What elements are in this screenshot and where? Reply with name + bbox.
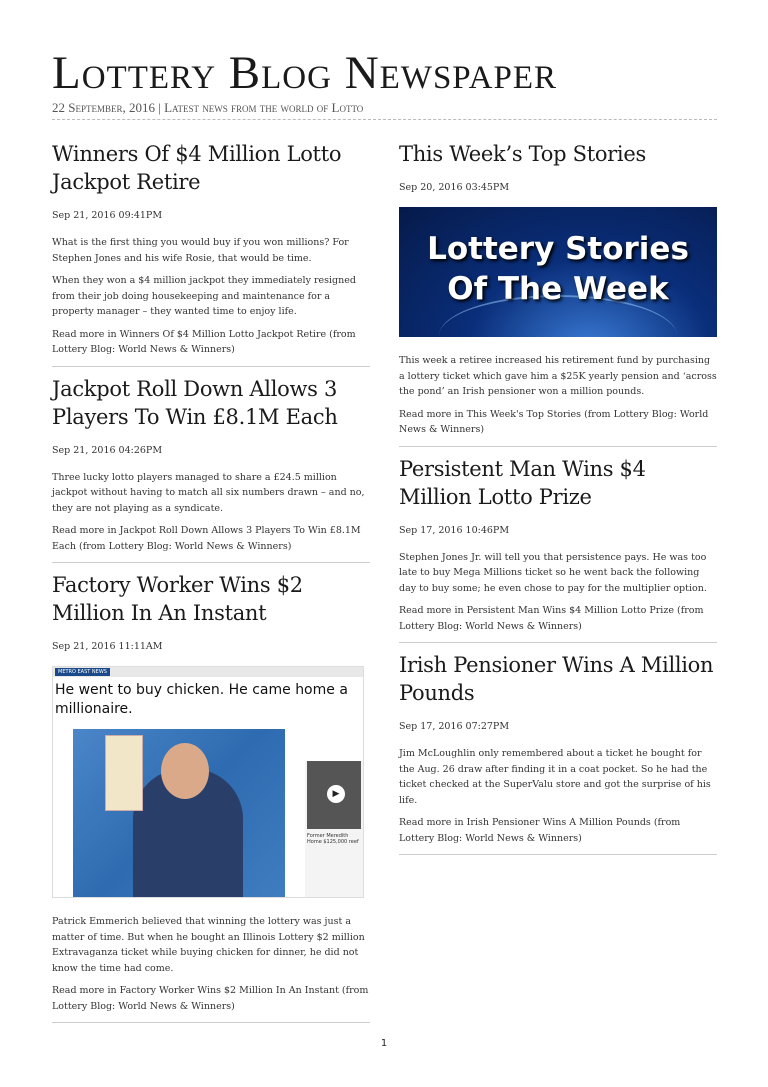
article-title[interactable]: Winners Of $4 Million Lotto Jackpot Retire (52, 142, 342, 194)
article-title[interactable]: Persistent Man Wins $4 Million Lotto Prize (399, 456, 646, 509)
article-date: Sep 20, 2016 03:45PM (399, 182, 510, 193)
article-paragraph: When they won a $4 million jackpot they immediately resigned from their job doing housekeeping and maintenance for a property manager – they wanted time to enjoy life. (52, 275, 356, 317)
read-more-link[interactable]: Read more in Irish Pensioner Wins A Million Pounds (from Lottery Blog: World News & Winners) (399, 817, 681, 844)
article-irish-pensioner (399, 651, 717, 855)
article-paragraph: Patrick Emmerich believed that winning the lottery was just a matter of time. But when he bought an Illinois Lottery $2 million Extravaganza ticket while buying chicken for dinner, he did not know the time had come. (52, 916, 365, 974)
video-sidebar (305, 761, 363, 897)
left-column (52, 140, 370, 1031)
video-caption: Former Meredith Home $125,000 reef (307, 833, 359, 845)
article-date: Sep 21, 2016 09:41PM (52, 210, 163, 221)
read-more-link[interactable]: Read more in Persistent Man Wins $4 Million Lotto Prize (from Lottery Blog: World News & Winners) (399, 605, 704, 632)
lottery-ticket (105, 735, 143, 811)
article-paragraph: This week a retiree increased his retirement fund by purchasing a lottery ticket which gave him a $25K yearly pension and ‘across the pond’ an Irish pensioner won a million pounds. (399, 355, 717, 397)
article-persistent-man (399, 455, 717, 644)
news-section-tag: METRO EAST NEWS (55, 668, 110, 676)
article-date: Sep 17, 2016 10:46PM (399, 524, 510, 536)
masthead-divider (52, 119, 717, 120)
article-factory-worker (52, 571, 370, 1023)
read-more-link[interactable]: Read more in Factory Worker Wins $2 Million In An Instant (from Lottery Blog: World News & Winners) (52, 985, 369, 1012)
article-title[interactable]: Jackpot Roll Down Allows 3 Players To Win £8.1M Each (52, 376, 338, 429)
right-column (399, 140, 717, 863)
read-more-link[interactable]: Read more in This Week's Top Stories (from Lottery Blog: World News & Winners) (399, 408, 709, 435)
article-title[interactable]: Irish Pensioner Wins A Million Pounds (399, 653, 714, 705)
article-title[interactable]: This Week’s Top Stories (399, 142, 646, 166)
winner-head (161, 743, 209, 799)
article-paragraph: Stephen Jones Jr. will tell you that persistence pays. He was too late to buy Mega Millions ticket so he went back the following day to buy some; he even chose to pay for the multiplier option. (399, 551, 707, 594)
article-paragraph: Jim McLoughlin only remembered about a ticket he bought for the Aug. 26 draw after finding it in a coat pocket. So he had the ticket checked at the SuperValu store and got the surprise of his life. (399, 748, 711, 806)
article-date: Sep 21, 2016 11:11AM (52, 641, 163, 652)
lottery-stories-banner (399, 207, 717, 337)
photo-headline: He went to buy chicken. He came home a millionaire. (55, 682, 348, 717)
article-title[interactable]: Factory Worker Wins $2 Million In An Instant (52, 573, 303, 625)
page-number: 1 (380, 1038, 388, 1049)
article-jackpot-roll-down (52, 375, 370, 564)
winner-photo (73, 729, 285, 897)
masthead (52, 46, 717, 120)
newspaper-subtitle: 22 September, 2016 | Latest news from the world of Lotto (52, 100, 364, 115)
banner-line-2: Of The Week (447, 271, 669, 307)
read-more-link[interactable]: Read more in Winners Of $4 Million Lotto Jackpot Retire (from Lottery Blog: World News & Winners) (52, 328, 356, 355)
factory-worker-photo (52, 666, 364, 898)
video-thumbnail (307, 761, 361, 829)
newspaper-title: Lottery Blog Newspaper (52, 47, 557, 99)
play-icon: ▶ (327, 785, 345, 803)
banner-line-1: Lottery Stories (427, 231, 689, 267)
article-date: Sep 21, 2016 04:26PM (52, 444, 163, 456)
article-date: Sep 17, 2016 07:27PM (399, 721, 510, 732)
article-paragraph: What is the first thing you would buy if you won millions? For Stephen Jones and his wife Rosie, that would be time. (52, 237, 349, 264)
article-winners-retire (52, 140, 370, 367)
article-paragraph: Three lucky lotto players managed to share a £24.5 million jackpot without having to match all six numbers drawn – and no, they are not playing as a syndicate. (52, 471, 365, 514)
read-more-link[interactable]: Read more in Jackpot Roll Down Allows 3 Players To Win £8.1M Each (from Lottery Blog: World News & Winners) (52, 525, 361, 552)
article-top-stories (399, 140, 717, 447)
